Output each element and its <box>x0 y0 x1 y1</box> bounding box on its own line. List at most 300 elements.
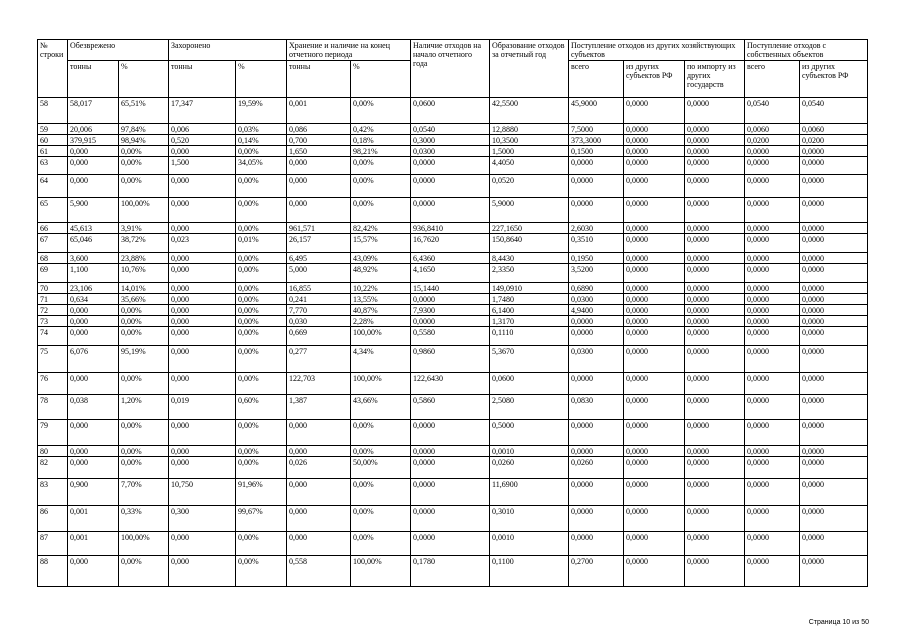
buried-tonnes-cell: 0,000 <box>169 446 236 457</box>
neutralized-percent-cell: 100,00% <box>119 532 169 556</box>
received-other-total-cell: 0,6890 <box>569 283 624 294</box>
buried-tonnes-header: тонны <box>169 61 236 98</box>
received-own-rf-cell: 0,0000 <box>800 316 868 327</box>
received-own-total-cell: 0,0060 <box>745 124 800 135</box>
neutralized-percent-cell: 38,72% <box>119 234 169 253</box>
row-number-cell: 64 <box>38 175 68 198</box>
neutralized-percent-cell: 3,91% <box>119 223 169 234</box>
received-own-total-cell: 0,0000 <box>745 253 800 264</box>
storage-tonnes-cell: 0,001 <box>287 98 351 124</box>
storage-tonnes-cell: 0,241 <box>287 294 351 305</box>
generated-cell: 2,5080 <box>490 395 569 420</box>
received-other-total-cell: 0,0000 <box>569 532 624 556</box>
storage-tonnes-cell: 0,000 <box>287 175 351 198</box>
received-own-total-cell: 0,0000 <box>745 506 800 532</box>
buried-tonnes-cell: 0,000 <box>169 373 236 395</box>
received-other-rf-cell: 0,0000 <box>624 305 685 316</box>
header-row-top <box>38 40 868 61</box>
received-other-rf-cell: 0,0000 <box>624 264 685 283</box>
received-other-rf-cell: 0,0000 <box>624 506 685 532</box>
storage-tonnes-cell: 0,700 <box>287 135 351 146</box>
received-own-rf-cell: 0,0000 <box>800 198 868 223</box>
row-number-cell: 78 <box>38 395 68 420</box>
received-import-cell: 0,0000 <box>685 556 745 587</box>
storage-tonnes-cell: 122,703 <box>287 373 351 395</box>
generated-cell: 11,6900 <box>490 479 569 506</box>
row-number-cell: 71 <box>38 294 68 305</box>
buried-tonnes-cell: 10,750 <box>169 479 236 506</box>
storage-percent-cell: 0,00% <box>351 479 411 506</box>
start-balance-cell: 0,0000 <box>411 506 490 532</box>
received-import-cell: 0,0000 <box>685 98 745 124</box>
row-number-cell: 67 <box>38 234 68 253</box>
storage-tonnes-cell: 5,000 <box>287 264 351 283</box>
table-row <box>38 395 868 420</box>
buried-tonnes-cell: 0,000 <box>169 264 236 283</box>
table-row <box>38 327 868 346</box>
received-own-rf-cell: 0,0000 <box>800 223 868 234</box>
neutralized-percent-cell: 98,94% <box>119 135 169 146</box>
storage-tonnes-cell: 0,086 <box>287 124 351 135</box>
received-import-cell: 0,0000 <box>685 283 745 294</box>
start-balance-cell: 0,0000 <box>411 198 490 223</box>
received-other-total-cell: 0,0000 <box>569 420 624 446</box>
buried-header: Захоронено <box>169 40 287 61</box>
buried-tonnes-cell: 0,000 <box>169 198 236 223</box>
table-row <box>38 124 868 135</box>
start-balance-cell: 16,7620 <box>411 234 490 253</box>
storage-percent-cell: 43,66% <box>351 395 411 420</box>
buried-tonnes-cell: 0,006 <box>169 124 236 135</box>
neutralized-percent-cell: 0,00% <box>119 316 169 327</box>
row-number-cell: 75 <box>38 346 68 373</box>
buried-percent-cell: 0,14% <box>236 135 287 146</box>
neutralized-percent-cell: 0,00% <box>119 457 169 479</box>
start-balance-cell: 4,1650 <box>411 264 490 283</box>
start-balance-cell: 0,0000 <box>411 457 490 479</box>
received-own-rf-cell: 0,0540 <box>800 98 868 124</box>
table-row <box>38 175 868 198</box>
row-number-cell: 66 <box>38 223 68 234</box>
received-import-cell: 0,0000 <box>685 146 745 157</box>
generated-header: Образование отходов за отчетный год <box>490 40 569 98</box>
buried-tonnes-cell: 0,000 <box>169 223 236 234</box>
received-own-total-cell: 0,0000 <box>745 373 800 395</box>
received-own-total-cell: 0,0000 <box>745 294 800 305</box>
storage-percent-cell: 0,00% <box>351 532 411 556</box>
received-other-rf-cell: 0,0000 <box>624 294 685 305</box>
received-import-cell: 0,0000 <box>685 506 745 532</box>
buried-percent-cell: 0,03% <box>236 124 287 135</box>
received-other-rf-cell: 0,0000 <box>624 420 685 446</box>
neutralized-tonnes-cell: 0,000 <box>68 316 119 327</box>
buried-percent-cell: 0,00% <box>236 175 287 198</box>
buried-percent-cell: 0,00% <box>236 264 287 283</box>
start-balance-header: Наличие отходов на начало отчетного года <box>411 40 490 98</box>
buried-percent-cell: 0,01% <box>236 234 287 253</box>
neutralized-tonnes-cell: 0,001 <box>68 532 119 556</box>
received-own-rf-cell: 0,0000 <box>800 420 868 446</box>
buried-percent-cell: 34,05% <box>236 157 287 175</box>
storage-percent-cell: 40,87% <box>351 305 411 316</box>
row-number-cell: 65 <box>38 198 68 223</box>
neutralized-tonnes-cell: 0,000 <box>68 146 119 157</box>
received-other-rf-header: из других субъектов РФ <box>624 61 685 98</box>
row-number-cell: 60 <box>38 135 68 146</box>
storage-tonnes-cell: 26,157 <box>287 234 351 253</box>
received-own-rf-cell: 0,0000 <box>800 479 868 506</box>
generated-cell: 2,3350 <box>490 264 569 283</box>
received-other-rf-cell: 0,0000 <box>624 146 685 157</box>
received-other-rf-cell: 0,0000 <box>624 135 685 146</box>
received-other-total-cell: 7,5000 <box>569 124 624 135</box>
buried-tonnes-cell: 0,520 <box>169 135 236 146</box>
generated-cell: 0,0010 <box>490 532 569 556</box>
generated-cell: 42,5500 <box>490 98 569 124</box>
row-number-cell: 70 <box>38 283 68 294</box>
neutralized-percent-cell: 10,76% <box>119 264 169 283</box>
neutralized-percent-cell: 0,00% <box>119 446 169 457</box>
received-other-total-cell: 0,0260 <box>569 457 624 479</box>
neutralized-tonnes-cell: 0,000 <box>68 157 119 175</box>
start-balance-cell: 0,3000 <box>411 135 490 146</box>
received-own-rf-cell: 0,0000 <box>800 146 868 157</box>
buried-percent-cell: 0,00% <box>236 198 287 223</box>
buried-percent-cell: 0,00% <box>236 223 287 234</box>
neutralized-percent-cell: 35,66% <box>119 294 169 305</box>
received-own-total-cell: 0,0000 <box>745 346 800 373</box>
generated-cell: 12,8880 <box>490 124 569 135</box>
row-number-cell: 58 <box>38 98 68 124</box>
neutralized-percent-cell: 0,00% <box>119 305 169 316</box>
row-number-cell: 74 <box>38 327 68 346</box>
received-other-total-cell: 0,0830 <box>569 395 624 420</box>
received-own-total-cell: 0,0000 <box>745 532 800 556</box>
neutralized-tonnes-cell: 0,000 <box>68 373 119 395</box>
storage-percent-cell: 0,00% <box>351 175 411 198</box>
table-row <box>38 135 868 146</box>
table-row <box>38 198 868 223</box>
storage-tonnes-cell: 961,571 <box>287 223 351 234</box>
storage-tonnes-cell: 0,000 <box>287 420 351 446</box>
generated-cell: 0,5000 <box>490 420 569 446</box>
received-other-total-header: всего <box>569 61 624 98</box>
received-own-rf-cell: 0,0000 <box>800 157 868 175</box>
storage-percent-cell: 0,00% <box>351 198 411 223</box>
row-number-cell: 61 <box>38 146 68 157</box>
row-number-cell: 79 <box>38 420 68 446</box>
buried-percent-cell: 0,00% <box>236 253 287 264</box>
neutralized-tonnes-header: тонны <box>68 61 119 98</box>
storage-percent-cell: 2,28% <box>351 316 411 327</box>
storage-tonnes-cell: 0,000 <box>287 479 351 506</box>
storage-tonnes-cell: 0,026 <box>287 457 351 479</box>
generated-cell: 0,0010 <box>490 446 569 457</box>
received-other-rf-cell: 0,0000 <box>624 283 685 294</box>
storage-percent-cell: 4,34% <box>351 346 411 373</box>
buried-tonnes-cell: 0,000 <box>169 457 236 479</box>
table-row <box>38 283 868 294</box>
received-other-total-cell: 0,0300 <box>569 294 624 305</box>
table-body <box>38 98 868 587</box>
buried-percent-cell: 0,00% <box>236 373 287 395</box>
storage-tonnes-header: тонны <box>287 61 351 98</box>
table-row <box>38 532 868 556</box>
received-own-total-cell: 0,0000 <box>745 223 800 234</box>
generated-cell: 4,4050 <box>490 157 569 175</box>
start-balance-cell: 0,0000 <box>411 157 490 175</box>
table-row <box>38 264 868 283</box>
buried-percent-cell: 19,59% <box>236 98 287 124</box>
received-own-total-cell: 0,0000 <box>745 157 800 175</box>
table-row <box>38 556 868 587</box>
table-row <box>38 98 868 124</box>
received-own-total-cell: 0,0000 <box>745 234 800 253</box>
generated-cell: 10,3500 <box>490 135 569 146</box>
received-other-total-cell: 0,0000 <box>569 198 624 223</box>
received-own-rf-cell: 0,0000 <box>800 395 868 420</box>
received-other-rf-cell: 0,0000 <box>624 316 685 327</box>
storage-percent-cell: 10,22% <box>351 283 411 294</box>
neutralized-tonnes-cell: 45,613 <box>68 223 119 234</box>
received-import-cell: 0,0000 <box>685 223 745 234</box>
buried-percent-cell: 0,00% <box>236 146 287 157</box>
received-own-header: Поступление отходов с собственных объектов <box>745 40 868 61</box>
received-other-rf-cell: 0,0000 <box>624 373 685 395</box>
received-own-total-cell: 0,0000 <box>745 327 800 346</box>
received-other-total-cell: 4,9400 <box>569 305 624 316</box>
received-other-rf-cell: 0,0000 <box>624 124 685 135</box>
received-own-total-cell: 0,0000 <box>745 457 800 479</box>
neutralized-header: Обезврежено <box>68 40 169 61</box>
neutralized-percent-cell: 0,00% <box>119 556 169 587</box>
storage-tonnes-cell: 1,387 <box>287 395 351 420</box>
received-other-rf-cell: 0,0000 <box>624 346 685 373</box>
received-other-rf-cell: 0,0000 <box>624 175 685 198</box>
generated-cell: 150,8640 <box>490 234 569 253</box>
received-own-total-cell: 0,0000 <box>745 420 800 446</box>
buried-percent-cell: 0,00% <box>236 316 287 327</box>
generated-cell: 0,0520 <box>490 175 569 198</box>
buried-tonnes-cell: 0,300 <box>169 506 236 532</box>
storage-tonnes-cell: 0,000 <box>287 506 351 532</box>
storage-tonnes-cell: 0,277 <box>287 346 351 373</box>
row-number-cell: 68 <box>38 253 68 264</box>
row-number-cell: 88 <box>38 556 68 587</box>
start-balance-cell: 122,6430 <box>411 373 490 395</box>
buried-percent-cell: 0,00% <box>236 446 287 457</box>
start-balance-cell: 0,5580 <box>411 327 490 346</box>
buried-percent-cell: 0,00% <box>236 305 287 316</box>
received-other-total-cell: 2,6030 <box>569 223 624 234</box>
storage-tonnes-cell: 0,030 <box>287 316 351 327</box>
row-number-cell: 76 <box>38 373 68 395</box>
neutralized-percent-cell: 0,00% <box>119 157 169 175</box>
received-own-rf-cell: 0,0000 <box>800 327 868 346</box>
buried-tonnes-cell: 0,000 <box>169 305 236 316</box>
received-import-cell: 0,0000 <box>685 346 745 373</box>
start-balance-cell: 6,4360 <box>411 253 490 264</box>
received-own-rf-cell: 0,0000 <box>800 556 868 587</box>
received-own-total-cell: 0,0000 <box>745 146 800 157</box>
received-other-total-cell: 0,0300 <box>569 346 624 373</box>
table-row <box>38 420 868 446</box>
start-balance-cell: 0,0000 <box>411 446 490 457</box>
received-import-cell: 0,0000 <box>685 305 745 316</box>
storage-percent-cell: 0,00% <box>351 157 411 175</box>
neutralized-tonnes-cell: 0,000 <box>68 420 119 446</box>
neutralized-tonnes-cell: 0,000 <box>68 446 119 457</box>
received-own-total-cell: 0,0000 <box>745 446 800 457</box>
storage-tonnes-cell: 6,495 <box>287 253 351 264</box>
table-row <box>38 479 868 506</box>
table-row <box>38 457 868 479</box>
storage-tonnes-cell: 0,000 <box>287 446 351 457</box>
neutralized-percent-cell: 0,00% <box>119 327 169 346</box>
received-own-rf-cell: 0,0000 <box>800 373 868 395</box>
generated-cell: 0,1100 <box>490 556 569 587</box>
neutralized-tonnes-cell: 58,017 <box>68 98 119 124</box>
table-row <box>38 223 868 234</box>
neutralized-tonnes-cell: 0,000 <box>68 305 119 316</box>
received-own-rf-cell: 0,0000 <box>800 305 868 316</box>
row-number-cell: 82 <box>38 457 68 479</box>
buried-tonnes-cell: 0,000 <box>169 532 236 556</box>
neutralized-percent-cell: 97,84% <box>119 124 169 135</box>
storage-header: Хранение и наличие на конец отчетного периода <box>287 40 411 61</box>
buried-percent-cell: 0,00% <box>236 556 287 587</box>
table-row <box>38 373 868 395</box>
received-import-cell: 0,0000 <box>685 175 745 198</box>
neutralized-tonnes-cell: 20,006 <box>68 124 119 135</box>
received-import-cell: 0,0000 <box>685 446 745 457</box>
received-own-total-cell: 0,0200 <box>745 135 800 146</box>
generated-cell: 6,1400 <box>490 305 569 316</box>
start-balance-cell: 0,0000 <box>411 479 490 506</box>
start-balance-cell: 936,8410 <box>411 223 490 234</box>
storage-percent-cell: 82,42% <box>351 223 411 234</box>
received-own-total-cell: 0,0000 <box>745 316 800 327</box>
generated-cell: 8,4430 <box>490 253 569 264</box>
buried-tonnes-cell: 17,347 <box>169 98 236 124</box>
start-balance-cell: 0,0300 <box>411 146 490 157</box>
start-balance-cell: 0,9860 <box>411 346 490 373</box>
received-other-rf-cell: 0,0000 <box>624 198 685 223</box>
received-import-cell: 0,0000 <box>685 198 745 223</box>
page-number: Страница 10 из 50 <box>808 619 869 626</box>
received-own-total-cell: 0,0000 <box>745 175 800 198</box>
received-other-rf-cell: 0,0000 <box>624 532 685 556</box>
buried-tonnes-cell: 0,023 <box>169 234 236 253</box>
table-row <box>38 316 868 327</box>
row-number-cell: 80 <box>38 446 68 457</box>
storage-tonnes-cell: 7,770 <box>287 305 351 316</box>
received-own-rf-cell: 0,0000 <box>800 346 868 373</box>
neutralized-tonnes-cell: 0,000 <box>68 457 119 479</box>
start-balance-cell: 0,0000 <box>411 294 490 305</box>
received-other-rf-cell: 0,0000 <box>624 327 685 346</box>
start-balance-cell: 0,0600 <box>411 98 490 124</box>
generated-cell: 1,3170 <box>490 316 569 327</box>
buried-percent-cell: 91,96% <box>236 479 287 506</box>
generated-cell: 5,9000 <box>490 198 569 223</box>
received-other-total-cell: 0,1500 <box>569 146 624 157</box>
row-number-cell: 59 <box>38 124 68 135</box>
start-balance-cell: 0,0000 <box>411 532 490 556</box>
start-balance-cell: 15,1440 <box>411 283 490 294</box>
storage-tonnes-cell: 0,558 <box>287 556 351 587</box>
table-row <box>38 234 868 253</box>
start-balance-cell: 0,0000 <box>411 420 490 446</box>
received-other-header: Поступление отходов из других хозяйствующих субъектов <box>569 40 745 61</box>
buried-percent-cell: 0,00% <box>236 457 287 479</box>
row-number-cell: 73 <box>38 316 68 327</box>
received-import-cell: 0,0000 <box>685 420 745 446</box>
start-balance-cell: 0,1780 <box>411 556 490 587</box>
generated-cell: 0,0260 <box>490 457 569 479</box>
received-import-cell: 0,0000 <box>685 264 745 283</box>
received-own-total-cell: 0,0540 <box>745 98 800 124</box>
received-import-cell: 0,0000 <box>685 316 745 327</box>
received-other-total-cell: 0,0000 <box>569 506 624 532</box>
buried-tonnes-cell: 0,000 <box>169 346 236 373</box>
neutralized-tonnes-cell: 3,600 <box>68 253 119 264</box>
start-balance-cell: 0,5860 <box>411 395 490 420</box>
storage-percent-cell: 0,00% <box>351 420 411 446</box>
received-own-rf-cell: 0,0000 <box>800 457 868 479</box>
received-other-total-cell: 45,9000 <box>569 98 624 124</box>
buried-tonnes-cell: 0,000 <box>169 327 236 346</box>
row-number-cell: 63 <box>38 157 68 175</box>
received-own-rf-cell: 0,0000 <box>800 532 868 556</box>
received-other-total-cell: 0,2700 <box>569 556 624 587</box>
table-row <box>38 146 868 157</box>
received-own-total-header: всего <box>745 61 800 98</box>
neutralized-tonnes-cell: 1,100 <box>68 264 119 283</box>
table-row <box>38 253 868 264</box>
neutralized-tonnes-cell: 0,000 <box>68 327 119 346</box>
table-row <box>38 305 868 316</box>
received-other-total-cell: 3,5200 <box>569 264 624 283</box>
neutralized-percent-cell: 14,01% <box>119 283 169 294</box>
neutralized-percent-header: % <box>119 61 169 98</box>
buried-tonnes-cell: 0,000 <box>169 316 236 327</box>
neutralized-tonnes-cell: 379,915 <box>68 135 119 146</box>
table-row <box>38 346 868 373</box>
generated-cell: 0,0600 <box>490 373 569 395</box>
received-own-rf-cell: 0,0000 <box>800 264 868 283</box>
received-own-rf-cell: 0,0000 <box>800 175 868 198</box>
received-own-total-cell: 0,0000 <box>745 198 800 223</box>
neutralized-percent-cell: 95,19% <box>119 346 169 373</box>
buried-tonnes-cell: 1,500 <box>169 157 236 175</box>
buried-percent-cell: 0,00% <box>236 346 287 373</box>
storage-percent-cell: 13,55% <box>351 294 411 305</box>
received-other-rf-cell: 0,0000 <box>624 446 685 457</box>
neutralized-percent-cell: 0,00% <box>119 373 169 395</box>
received-other-total-cell: 0,0000 <box>569 316 624 327</box>
generated-cell: 1,7480 <box>490 294 569 305</box>
storage-percent-cell: 100,00% <box>351 327 411 346</box>
neutralized-percent-cell: 23,88% <box>119 253 169 264</box>
received-other-total-cell: 0,0000 <box>569 373 624 395</box>
buried-tonnes-cell: 0,000 <box>169 420 236 446</box>
received-other-total-cell: 0,1950 <box>569 253 624 264</box>
start-balance-cell: 0,0540 <box>411 124 490 135</box>
received-import-cell: 0,0000 <box>685 532 745 556</box>
buried-percent-cell: 99,67% <box>236 506 287 532</box>
storage-percent-cell: 100,00% <box>351 556 411 587</box>
